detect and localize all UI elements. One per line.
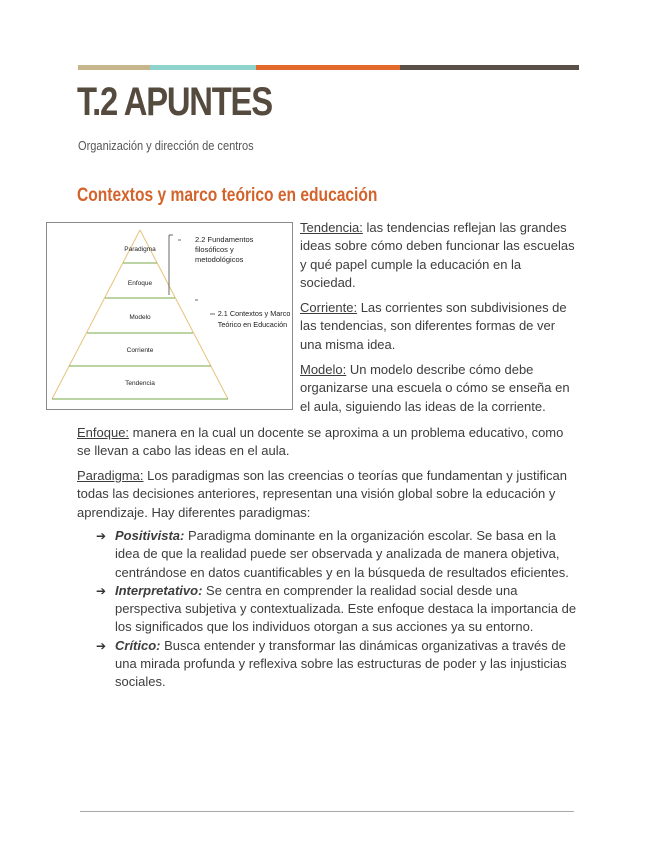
arrow-icon: ➔ [96, 638, 107, 653]
pyramid-level-label: Corriente [126, 347, 154, 354]
paragraph-tendencia [300, 219, 580, 292]
definition-text: las tendencias reflejan las grandes ideas sobre cómo deben funcionar las escuelas y qué papel cumple la educación en la sociedad. [300, 220, 575, 290]
list-item [96, 527, 580, 582]
term-enfoque: Enfoque: [77, 425, 130, 440]
annotation-contextos [218, 309, 292, 329]
paragraph-enfoque [77, 424, 580, 461]
annotation-fundamentos [195, 235, 255, 264]
annotation-line: metodológicos [195, 255, 244, 264]
paradigm-description: Paradigma dominante en la organización escolar. Se basa en la idea de que la realidad puede ser observada y analizada de manera objetiva, centrándose en datos cuantificables y en la búsqueda de resultados eficientes. [115, 528, 569, 580]
annotation-line: Teórico en Educación [217, 319, 288, 330]
header-accent-bar [78, 65, 579, 70]
accent-segment [400, 65, 579, 70]
pyramid-level-label: Tendencia [125, 380, 155, 387]
paragraph-paradigma [77, 467, 580, 522]
definition-text: Un modelo describe cómo debe organizarse una escuela o cómo se enseña en el aula, siguiendo las ideas de la corriente. [300, 362, 570, 414]
accent-segment [78, 65, 150, 70]
paradigm-term: Positivista: [115, 528, 185, 543]
pyramid-level-label: Enfoque [127, 280, 153, 287]
term-corriente: Corriente: [300, 300, 358, 315]
section-heading: Contextos y marco teórico en educación [77, 185, 378, 206]
paradigm-term: Interpretativo: [115, 582, 203, 598]
pyramid-figure [46, 222, 293, 410]
definition-text: Los paradigmas son las creencias o teorías que fundamentan y justifican todas las decisiones anteriores, representan una visión global sobre la educación y aprendizaje. Hay diferentes paradigmas: [77, 468, 567, 520]
definition-text: manera en la cual un docente se aproxima a un problema educativo, como se llevan a cabo las ideas en el aula. [77, 425, 564, 459]
term-paradigma: Paradigma: [77, 468, 144, 483]
term-tendencia: Tendencia: [300, 220, 363, 235]
accent-segment [256, 65, 400, 70]
accent-segment [150, 65, 256, 70]
term-modelo: Modelo: [300, 362, 347, 377]
paradigm-term: Crítico: [115, 637, 161, 653]
arrow-icon: ➔ [96, 583, 107, 598]
list-item [96, 582, 580, 637]
page-subtitle: Organización y dirección de centros [78, 138, 254, 153]
definition-text: Las corrientes son subdivisiones de las tendencias, son diferentes formas de ver una misma idea. [300, 300, 567, 352]
annotation-line: filosóficos y [195, 245, 234, 254]
paradigm-description: Se centra en comprender la realidad social desde una perspectiva subjetiva y contextualizada. Este enfoque destaca la importancia de los significados que los individuos otorgan a sus acciones ya su entorno. [115, 582, 577, 635]
annotation-line: 2.1 Contextos y Marco [217, 308, 291, 319]
paragraph-corriente [300, 299, 580, 354]
annotation-line: 2.2 Fundamentos [195, 235, 254, 244]
paradigm-list [96, 527, 580, 692]
arrow-icon: ➔ [96, 529, 107, 543]
pyramid-level-label: Modelo [129, 314, 151, 321]
paragraph-modelo [300, 361, 580, 416]
page-title: T.2 APUNTES [77, 80, 272, 124]
list-item [96, 637, 580, 692]
pyramid-level-label: Paradigma [124, 246, 156, 253]
paradigm-description: Busca entender y transformar las dinámicas organizativas a través de una mirada profunda y reflexiva sobre las estructuras de poder y las injusticias sociales. [115, 637, 567, 690]
footer-divider [80, 811, 574, 812]
